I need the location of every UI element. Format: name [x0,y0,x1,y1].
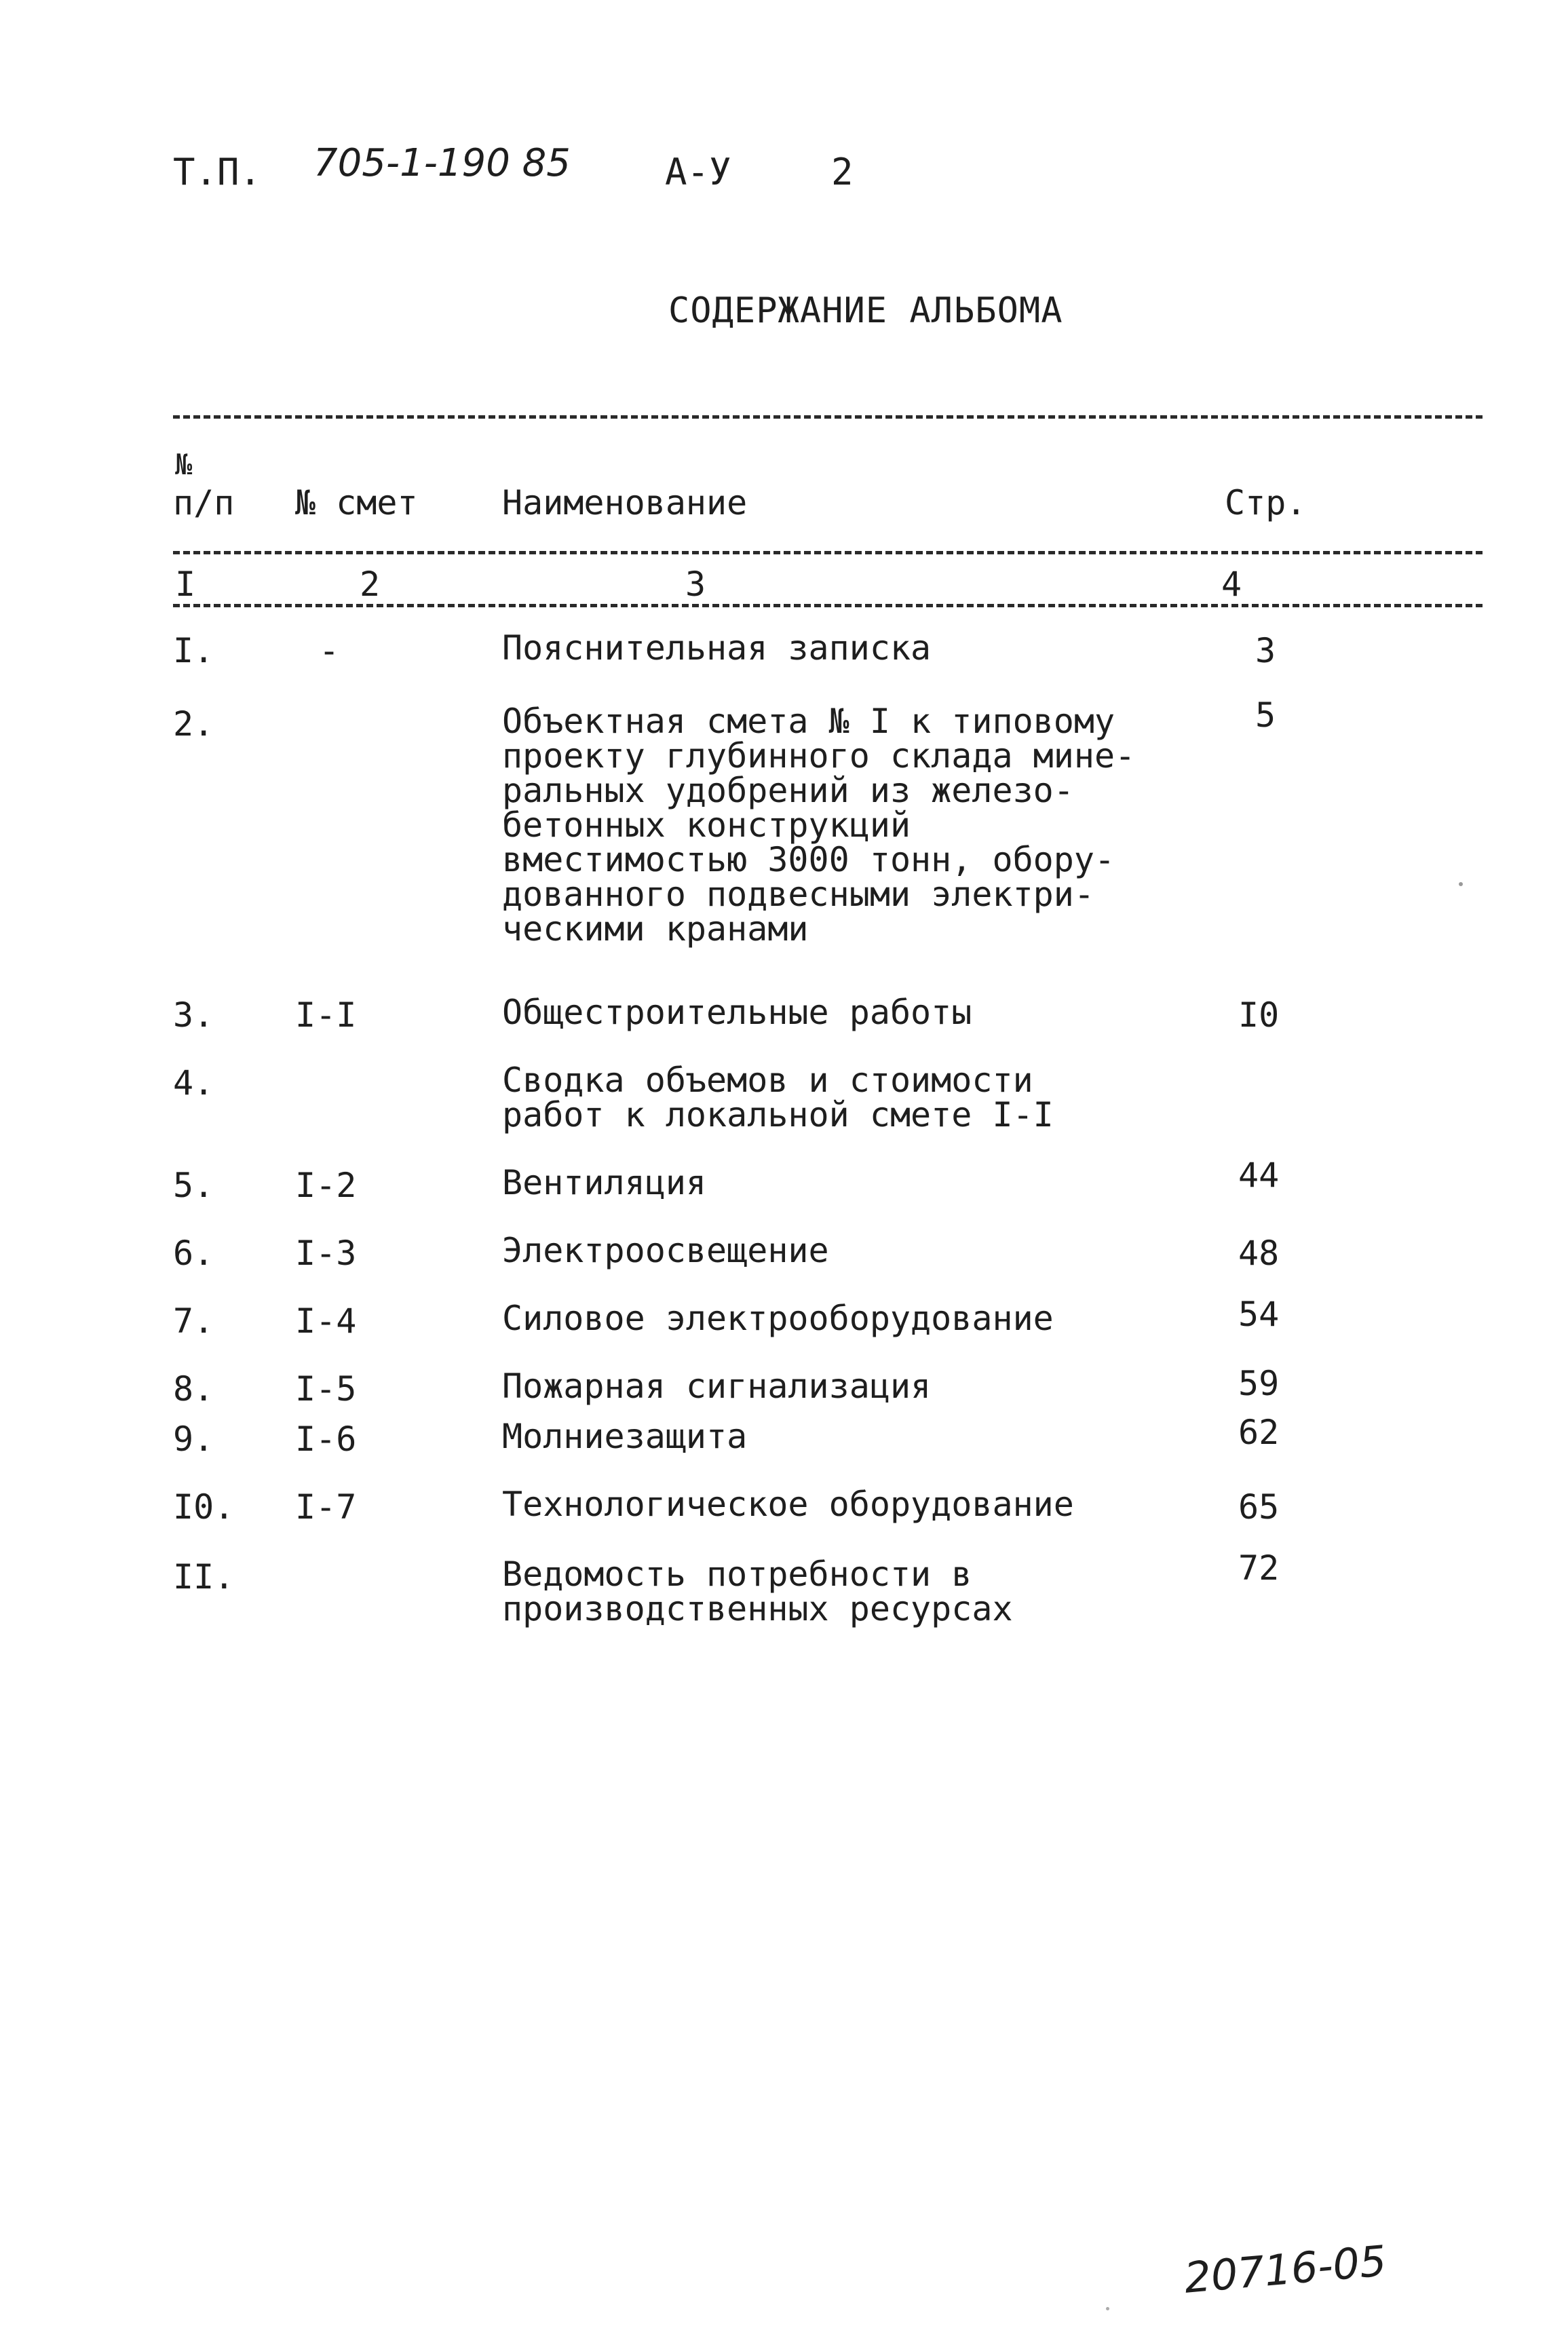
row-title: Технологическое оборудование [502,1485,1074,1524]
row-number: I. [173,631,214,670]
row-page: 48 [1238,1234,1280,1273]
archive-number: 20716-05 [1182,2236,1389,2303]
row-smeta: I-5 [295,1369,357,1409]
row-number: 6. [173,1234,214,1273]
col-header-smet: № смет [295,483,418,522]
row-title: Объектная смета № I к типовому проекту глубинного склада мине- ральных удобрений из железо- бетонных конструкций вместимостью 3000 тонн, обору- дованного подвесными электри- ческими кранами [502,702,1136,949]
col-number-4: 4 [1221,565,1242,604]
row-number: I0. [173,1487,235,1527]
row-smeta: I-3 [295,1234,357,1273]
col-header-page: Стр. [1225,483,1307,522]
scan-speck [1106,2307,1109,2310]
row-title: Электроосвещение [502,1231,829,1270]
row-page: 72 [1238,1548,1280,1588]
page-title: СОДЕРЖАНИЕ АЛЬБОМА [668,290,1063,331]
row-number: II. [173,1557,235,1597]
row-smeta: - [319,631,340,670]
row-number: 9. [173,1419,214,1459]
row-number: 7. [173,1301,214,1341]
row-smeta: I-7 [295,1487,357,1527]
row-title: Ведомость потребности в производственных ресурсах [502,1555,1013,1628]
row-number: 3. [173,995,214,1035]
col-header-no-pp: п/п [173,483,235,522]
row-page: 3 [1255,631,1276,670]
row-title: Вентиляция [502,1163,707,1202]
row-page: I0 [1238,995,1280,1035]
row-smeta: I-6 [295,1419,357,1459]
album-code: А-У [665,151,731,193]
row-number: 2. [173,704,214,744]
column-number-rule [173,604,1483,607]
col-header-no-sign: № [175,448,193,481]
row-page: 62 [1238,1413,1280,1452]
col-number-2: 2 [360,565,381,604]
scan-speck [1459,882,1463,886]
row-title: Сводка объемов и стоимости работ к локальной смете I-I [502,1061,1054,1135]
row-page: 59 [1238,1364,1280,1403]
row-title: Пожарная сигнализация [502,1367,932,1406]
header-rule [173,551,1483,554]
row-number: 4. [173,1063,214,1103]
row-page: 44 [1238,1156,1280,1195]
row-title: Силовое электрооборудование [502,1299,1054,1338]
row-number: 8. [173,1369,214,1409]
col-number-1: I [175,565,196,604]
page-number: 2 [831,151,854,193]
row-smeta: I-4 [295,1301,357,1341]
row-title: Пояснительная записка [502,628,932,668]
doc-prefix: Т.П. [173,151,262,193]
row-smeta: I-2 [295,1166,357,1205]
row-smeta: I-I [295,995,357,1035]
col-header-name: Наименование [502,483,748,522]
row-title: Молниезащита [502,1417,748,1456]
table-top-rule [173,415,1483,419]
row-page: 5 [1255,695,1276,735]
row-page: 65 [1238,1487,1280,1527]
row-number: 5. [173,1166,214,1205]
project-number: 705-1-190 85 [313,141,571,185]
col-number-3: 3 [685,565,706,604]
row-page: 54 [1238,1295,1280,1334]
row-title: Общестроительные работы [502,993,972,1032]
